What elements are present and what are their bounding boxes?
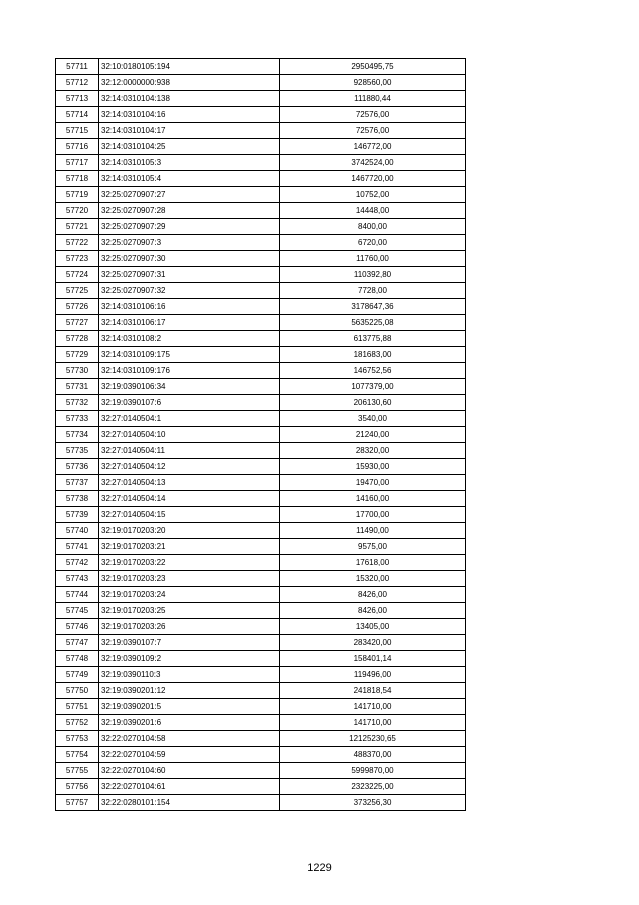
table-row: [56, 331, 466, 347]
row-number-cell: 57732: [56, 395, 99, 411]
value-cell: 12125230,65: [280, 731, 466, 747]
row-number-cell: 57713: [56, 91, 99, 107]
table-row: [56, 747, 466, 763]
table-row: [56, 763, 466, 779]
row-number-cell: 57725: [56, 283, 99, 299]
table-row: [56, 555, 466, 571]
value-cell: 158401,14: [280, 651, 466, 667]
value-cell: 181683,00: [280, 347, 466, 363]
row-number-cell: 57749: [56, 667, 99, 683]
value-cell: 488370,00: [280, 747, 466, 763]
table-row: [56, 571, 466, 587]
cadastral-number-cell: 32:14:0310105:4: [99, 171, 280, 187]
row-number-cell: 57718: [56, 171, 99, 187]
table-row: [56, 59, 466, 75]
value-cell: 72576,00: [280, 123, 466, 139]
cadastral-number-cell: 32:27:0140504:12: [99, 459, 280, 475]
table-row: [56, 587, 466, 603]
row-number-cell: 57729: [56, 347, 99, 363]
cadastral-number-cell: 32:22:0280101:154: [99, 795, 280, 811]
table-row: [56, 379, 466, 395]
cadastral-number-cell: 32:19:0170203:24: [99, 587, 280, 603]
table-row: [56, 75, 466, 91]
row-number-cell: 57743: [56, 571, 99, 587]
value-cell: 28320,00: [280, 443, 466, 459]
table-row: [56, 715, 466, 731]
row-number-cell: 57744: [56, 587, 99, 603]
row-number-cell: 57722: [56, 235, 99, 251]
cadastral-number-cell: 32:27:0140504:11: [99, 443, 280, 459]
row-number-cell: 57746: [56, 619, 99, 635]
table-row: [56, 603, 466, 619]
table-row: [56, 203, 466, 219]
row-number-cell: 57728: [56, 331, 99, 347]
row-number-cell: 57745: [56, 603, 99, 619]
cadastral-number-cell: 32:19:0170203:26: [99, 619, 280, 635]
value-cell: 1467720,00: [280, 171, 466, 187]
row-number-cell: 57726: [56, 299, 99, 315]
table-row: [56, 363, 466, 379]
value-cell: 11490,00: [280, 523, 466, 539]
table-row: [56, 491, 466, 507]
row-number-cell: 57754: [56, 747, 99, 763]
row-number-cell: 57740: [56, 523, 99, 539]
value-cell: 283420,00: [280, 635, 466, 651]
cadastral-number-cell: 32:27:0140504:14: [99, 491, 280, 507]
value-cell: 9575,00: [280, 539, 466, 555]
cadastral-number-cell: 32:19:0170203:20: [99, 523, 280, 539]
cadastral-number-cell: 32:10:0180105:194: [99, 59, 280, 75]
cadastral-number-cell: 32:19:0170203:21: [99, 539, 280, 555]
cadastral-number-cell: 32:27:0140504:1: [99, 411, 280, 427]
cadastral-number-cell: 32:19:0390107:6: [99, 395, 280, 411]
table-row: [56, 683, 466, 699]
table-row: [56, 427, 466, 443]
cadastral-number-cell: 32:19:0390109:2: [99, 651, 280, 667]
cadastral-number-cell: 32:25:0270907:30: [99, 251, 280, 267]
cadastral-number-cell: 32:27:0140504:15: [99, 507, 280, 523]
table-row: [56, 251, 466, 267]
value-cell: 14160,00: [280, 491, 466, 507]
value-cell: 14448,00: [280, 203, 466, 219]
value-cell: 5999870,00: [280, 763, 466, 779]
page-number: 1229: [307, 862, 332, 874]
table-row: [56, 123, 466, 139]
cadastral-number-cell: 32:27:0140504:10: [99, 427, 280, 443]
row-number-cell: 57717: [56, 155, 99, 171]
row-number-cell: 57733: [56, 411, 99, 427]
value-cell: 15320,00: [280, 571, 466, 587]
row-number-cell: 57739: [56, 507, 99, 523]
table-row: [56, 171, 466, 187]
value-cell: 928560,00: [280, 75, 466, 91]
value-cell: 17700,00: [280, 507, 466, 523]
table-row: [56, 667, 466, 683]
cadastral-number-cell: 32:14:0310109:176: [99, 363, 280, 379]
value-cell: 141710,00: [280, 699, 466, 715]
table-row: [56, 187, 466, 203]
table-row: [56, 699, 466, 715]
table-row: [56, 283, 466, 299]
table-row: [56, 443, 466, 459]
cadastral-number-cell: 32:14:0310106:17: [99, 315, 280, 331]
row-number-cell: 57721: [56, 219, 99, 235]
table-row: [56, 411, 466, 427]
table-row: [56, 539, 466, 555]
cadastral-number-cell: 32:19:0170203:23: [99, 571, 280, 587]
row-number-cell: 57727: [56, 315, 99, 331]
value-cell: 7728,00: [280, 283, 466, 299]
value-cell: 146772,00: [280, 139, 466, 155]
cadastral-number-cell: 32:19:0390201:5: [99, 699, 280, 715]
cadastral-number-cell: 32:14:0310109:175: [99, 347, 280, 363]
value-cell: 15930,00: [280, 459, 466, 475]
cadastral-number-cell: 32:14:0310104:138: [99, 91, 280, 107]
table-row: [56, 619, 466, 635]
row-number-cell: 57731: [56, 379, 99, 395]
cadastral-number-cell: 32:25:0270907:32: [99, 283, 280, 299]
value-cell: 3742524,00: [280, 155, 466, 171]
row-number-cell: 57714: [56, 107, 99, 123]
cadastral-number-cell: 32:14:0310104:17: [99, 123, 280, 139]
table-row: [56, 731, 466, 747]
table-row: [56, 459, 466, 475]
row-number-cell: 57730: [56, 363, 99, 379]
row-number-cell: 57738: [56, 491, 99, 507]
row-number-cell: 57756: [56, 779, 99, 795]
row-number-cell: 57734: [56, 427, 99, 443]
table-row: [56, 347, 466, 363]
value-cell: 19470,00: [280, 475, 466, 491]
value-cell: 13405,00: [280, 619, 466, 635]
table-row: [56, 107, 466, 123]
value-cell: 2950495,75: [280, 59, 466, 75]
value-cell: 206130,60: [280, 395, 466, 411]
row-number-cell: 57735: [56, 443, 99, 459]
cadastral-number-cell: 32:27:0140504:13: [99, 475, 280, 491]
table-row: [56, 523, 466, 539]
row-number-cell: 57719: [56, 187, 99, 203]
value-cell: 119496,00: [280, 667, 466, 683]
cadastral-number-cell: 32:14:0310104:16: [99, 107, 280, 123]
table-row: [56, 315, 466, 331]
value-cell: 8426,00: [280, 603, 466, 619]
cadastral-number-cell: 32:19:0170203:25: [99, 603, 280, 619]
cadastral-number-cell: 32:14:0310105:3: [99, 155, 280, 171]
value-cell: 111880,44: [280, 91, 466, 107]
value-cell: 141710,00: [280, 715, 466, 731]
value-cell: 21240,00: [280, 427, 466, 443]
value-cell: 110392,80: [280, 267, 466, 283]
cadastral-number-cell: 32:14:0310106:16: [99, 299, 280, 315]
value-cell: 241818,54: [280, 683, 466, 699]
table-body: [56, 59, 466, 811]
value-cell: 10752,00: [280, 187, 466, 203]
row-number-cell: 57737: [56, 475, 99, 491]
row-number-cell: 57747: [56, 635, 99, 651]
cadastral-number-cell: 32:19:0390106:34: [99, 379, 280, 395]
row-number-cell: 57752: [56, 715, 99, 731]
row-number-cell: 57712: [56, 75, 99, 91]
row-number-cell: 57724: [56, 267, 99, 283]
row-number-cell: 57715: [56, 123, 99, 139]
cadastral-number-cell: 32:14:0310108:2: [99, 331, 280, 347]
table-row: [56, 507, 466, 523]
value-cell: 373256,30: [280, 795, 466, 811]
cadastral-number-cell: 32:25:0270907:29: [99, 219, 280, 235]
value-cell: 5635225,08: [280, 315, 466, 331]
cadastral-number-cell: 32:25:0270907:28: [99, 203, 280, 219]
table-row: [56, 219, 466, 235]
row-number-cell: 57757: [56, 795, 99, 811]
cadastral-number-cell: 32:22:0270104:58: [99, 731, 280, 747]
value-cell: 3540,00: [280, 411, 466, 427]
table-row: [56, 299, 466, 315]
row-number-cell: 57748: [56, 651, 99, 667]
row-number-cell: 57750: [56, 683, 99, 699]
value-cell: 3178647,36: [280, 299, 466, 315]
cadastral-number-cell: 32:25:0270907:3: [99, 235, 280, 251]
value-cell: 11760,00: [280, 251, 466, 267]
table-row: [56, 267, 466, 283]
cadastral-number-cell: 32:22:0270104:60: [99, 763, 280, 779]
cadastral-value-table: [55, 58, 466, 811]
row-number-cell: 57755: [56, 763, 99, 779]
table-row: [56, 475, 466, 491]
row-number-cell: 57711: [56, 59, 99, 75]
row-number-cell: 57742: [56, 555, 99, 571]
value-cell: 2323225,00: [280, 779, 466, 795]
row-number-cell: 57720: [56, 203, 99, 219]
cadastral-number-cell: 32:19:0390201:12: [99, 683, 280, 699]
row-number-cell: 57741: [56, 539, 99, 555]
cadastral-number-cell: 32:25:0270907:31: [99, 267, 280, 283]
table-row: [56, 635, 466, 651]
value-cell: 613775,88: [280, 331, 466, 347]
table-row: [56, 91, 466, 107]
value-cell: 8426,00: [280, 587, 466, 603]
table-row: [56, 235, 466, 251]
cadastral-number-cell: 32:19:0390201:6: [99, 715, 280, 731]
value-cell: 6720,00: [280, 235, 466, 251]
cadastral-number-cell: 32:22:0270104:59: [99, 747, 280, 763]
value-cell: 17618,00: [280, 555, 466, 571]
row-number-cell: 57751: [56, 699, 99, 715]
table-row: [56, 651, 466, 667]
cadastral-number-cell: 32:19:0170203:22: [99, 555, 280, 571]
row-number-cell: 57723: [56, 251, 99, 267]
cadastral-number-cell: 32:14:0310104:25: [99, 139, 280, 155]
value-cell: 72576,00: [280, 107, 466, 123]
value-cell: 8400,00: [280, 219, 466, 235]
table-row: [56, 395, 466, 411]
cadastral-number-cell: 32:22:0270104:61: [99, 779, 280, 795]
row-number-cell: 57736: [56, 459, 99, 475]
value-cell: 146752,56: [280, 363, 466, 379]
cadastral-number-cell: 32:12:0000000:938: [99, 75, 280, 91]
row-number-cell: 57716: [56, 139, 99, 155]
table-row: [56, 779, 466, 795]
row-number-cell: 57753: [56, 731, 99, 747]
table-row: [56, 795, 466, 811]
value-cell: 1077379,00: [280, 379, 466, 395]
cadastral-number-cell: 32:19:0390107:7: [99, 635, 280, 651]
table-row: [56, 139, 466, 155]
cadastral-number-cell: 32:25:0270907:27: [99, 187, 280, 203]
table-row: [56, 155, 466, 171]
cadastral-number-cell: 32:19:0390110:3: [99, 667, 280, 683]
